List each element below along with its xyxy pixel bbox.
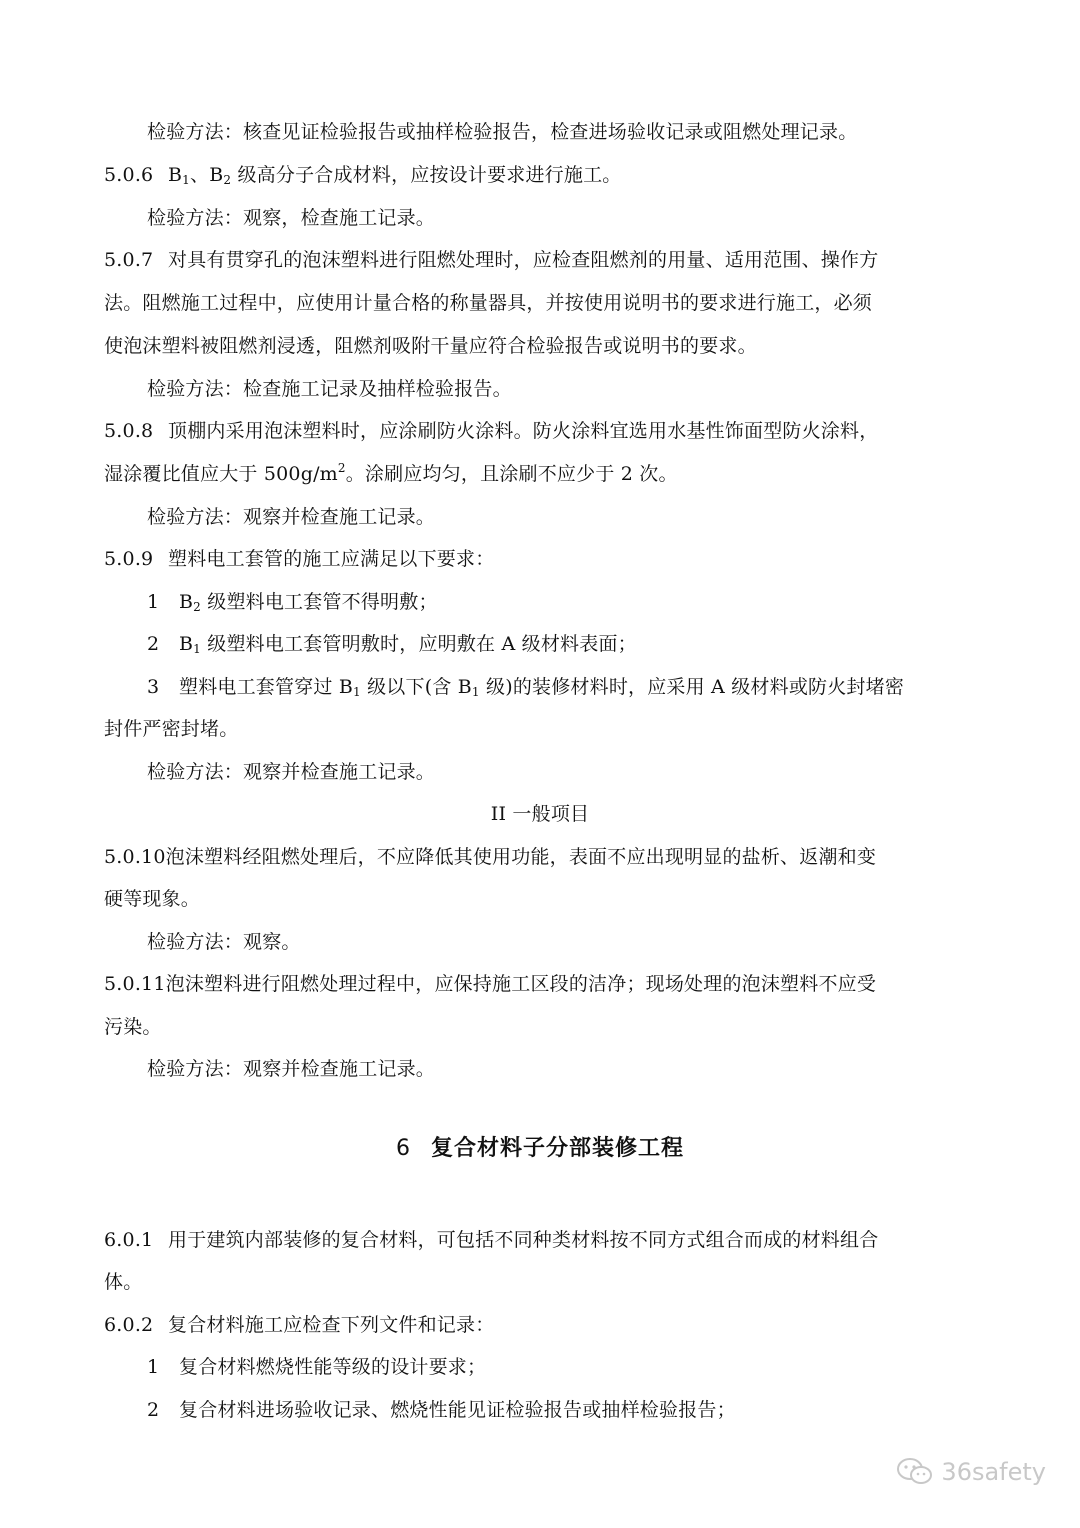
list-item: 2 复合材料进场验收记录、燃烧性能见证检验报告或抽样检验报告； bbox=[147, 1399, 736, 1421]
text-line: 检验方法：核查见证检验报告或抽样检验报告，检查进场验收记录或阻燃处理记录。 bbox=[147, 121, 858, 143]
list-item: 3 塑料电工套管穿过 $B_1$ 级以下(含 $B_1$ 级)的装修材料时，应采用 A 级材料或防火封堵密 bbox=[147, 676, 905, 699]
text-line: 检验方法：检查施工记录及抽样检验报告。 bbox=[147, 378, 512, 400]
subsection-title: II 一般项目 bbox=[490, 803, 590, 825]
text-line: 检验方法：观察。 bbox=[147, 931, 301, 953]
watermark-text: 36safety bbox=[941, 1458, 1046, 1486]
chapter-heading: 6 复合材料子分部装修工程 bbox=[395, 1136, 684, 1161]
text-line: 硬等现象。 bbox=[104, 888, 201, 910]
text-line: 检验方法：观察并检查施工记录。 bbox=[147, 506, 436, 528]
clause-5-0-9: 5.0.9 塑料电工套管的施工应满足以下要求： bbox=[104, 548, 495, 570]
text-line: 湿涂覆比值应大于 $500g/m^2$。涂刷应均匀，且涂刷不应少于 2 次。 bbox=[104, 461, 678, 485]
list-item: 2 $B_1$ 级塑料电工套管明敷时，应明敷在 A 级材料表面； bbox=[147, 633, 637, 656]
clause-5-0-7: 5.0.7 对具有贯穿孔的泡沫塑料进行阻燃处理时，应检查阻燃剂的用量、适用范围、操作方 bbox=[104, 249, 879, 271]
text-line: 封件严密封堵。 bbox=[104, 718, 239, 740]
clause-5-0-10: 5.0.10泡沫塑料经阻燃处理后，不应降低其使用功能，表面不应出现明显的盐析、返潮和变 bbox=[104, 846, 877, 868]
text-line: 检验方法：观察并检查施工记录。 bbox=[147, 761, 436, 783]
text-line: 使泡沫塑料被阻燃剂浸透，阻燃剂吸附干量应符合检验报告或说明书的要求。 bbox=[104, 335, 757, 357]
clause-5-0-11: 5.0.11泡沫塑料进行阻燃处理过程中，应保持施工区段的洁净；现场处理的泡沫塑料不应受 bbox=[104, 973, 877, 995]
text-line: 检验方法：观察，检查施工记录。 bbox=[147, 207, 436, 229]
clause-6-0-1: 6.0.1 用于建筑内部装修的复合材料，可包括不同种类材料按不同方式组合而成的材料组合 bbox=[104, 1229, 879, 1251]
text-line: 法。阻燃施工过程中，应使用计量合格的称量器具，并按使用说明书的要求进行施工，必须 bbox=[104, 292, 873, 314]
text-line: 污染。 bbox=[104, 1016, 162, 1038]
watermark bbox=[895, 1456, 1046, 1488]
text-line: 检验方法：观察并检查施工记录。 bbox=[147, 1058, 436, 1080]
list-item: 1 $B_2$ 级塑料电工套管不得明敷； bbox=[147, 591, 438, 614]
list-item: 1 复合材料燃烧性能等级的设计要求； bbox=[147, 1356, 487, 1378]
wechat-icon bbox=[895, 1456, 935, 1488]
clause-6-0-2: 6.0.2 复合材料施工应检查下列文件和记录： bbox=[104, 1314, 495, 1336]
clause-5-0-8: 5.0.8 顶棚内采用泡沫塑料时，应涂刷防火涂料。防火涂料宜选用水基性饰面型防火涂料， bbox=[104, 420, 879, 442]
text-line: 体。 bbox=[104, 1271, 143, 1293]
clause-5-0-6: 5.0.6 $B_1$、$B_2$ 级高分子合成材料，应按设计要求进行施工。 bbox=[104, 164, 622, 187]
